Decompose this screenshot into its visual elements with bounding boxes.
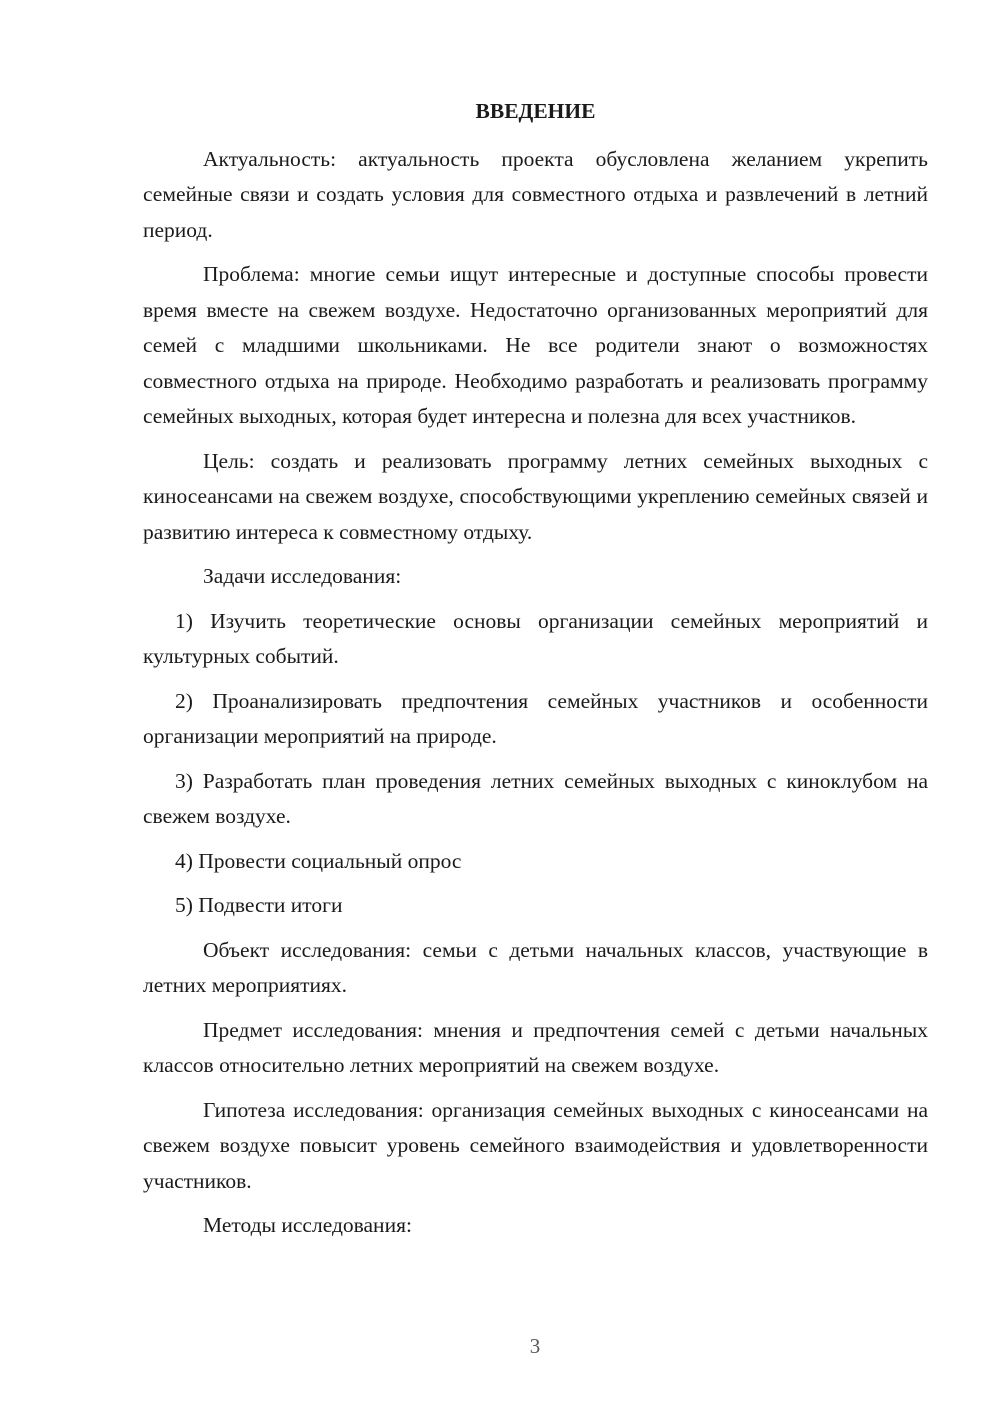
paragraph-problem: Проблема: многие семьи ищут интересные и доступные способы провести время вместе на свежем воздухе. Недостаточно организованных мероприятий для семей с младшими школьниками. Не все родители знают о возможностях совместного отдыха на природе. Необходимо разработать и реализовать программу семейных выходных, которая будет интересна и полезна для всех участников. bbox=[143, 262, 928, 428]
task-item-1: 1) Изучить теоретические основы организации семейных мероприятий и культурных событий. bbox=[143, 608, 928, 668]
paragraph-methods: Методы исследования: bbox=[203, 1213, 412, 1237]
paragraph-hypothesis: Гипотеза исследования: организация семейных выходных с киносеансами на свежем воздухе повысит уровень семейного взаимодействия и удовлетворенности участников. bbox=[143, 1097, 928, 1193]
task-item-4: 4) Провести социальный опрос bbox=[175, 848, 462, 873]
task-item-3: 3) Разработать план проведения летних семейных выходных с киноклубом на свежем воздухе. bbox=[143, 768, 928, 828]
page-title: ВВЕДЕНИЕ bbox=[475, 99, 596, 123]
page-number: 3 bbox=[529, 1334, 541, 1358]
task-item-5: 5) Подвести итоги bbox=[175, 893, 343, 917]
task-item-2: 2) Проанализировать предпочтения семейных участников и особенности организации мероприятий на природе. bbox=[143, 688, 928, 748]
paragraph-goal: Цель: создать и реализовать программу летних семейных выходных с киносеансами на свежем воздухе, способствующими укреплению семейных связей и развитию интереса к совместному отдыху. bbox=[143, 448, 928, 544]
paragraph-object: Объект исследования: семьи с детьми начальных классов, участвующие в летних мероприятиях. bbox=[143, 937, 928, 997]
paragraph-subject: Предмет исследования: мнения и предпочтения семей с детьми начальных классов относительно летних мероприятий на свежем воздухе. bbox=[143, 1017, 928, 1077]
paragraph-tasks-heading: Задачи исследования: bbox=[203, 564, 402, 588]
paragraph-relevance: Актуальность: актуальность проекта обусловлена желанием укрепить семейные связи и создать условия для совместного отдыха и развлечений в летний период. bbox=[143, 146, 928, 242]
page-body bbox=[143, 94, 928, 1253]
